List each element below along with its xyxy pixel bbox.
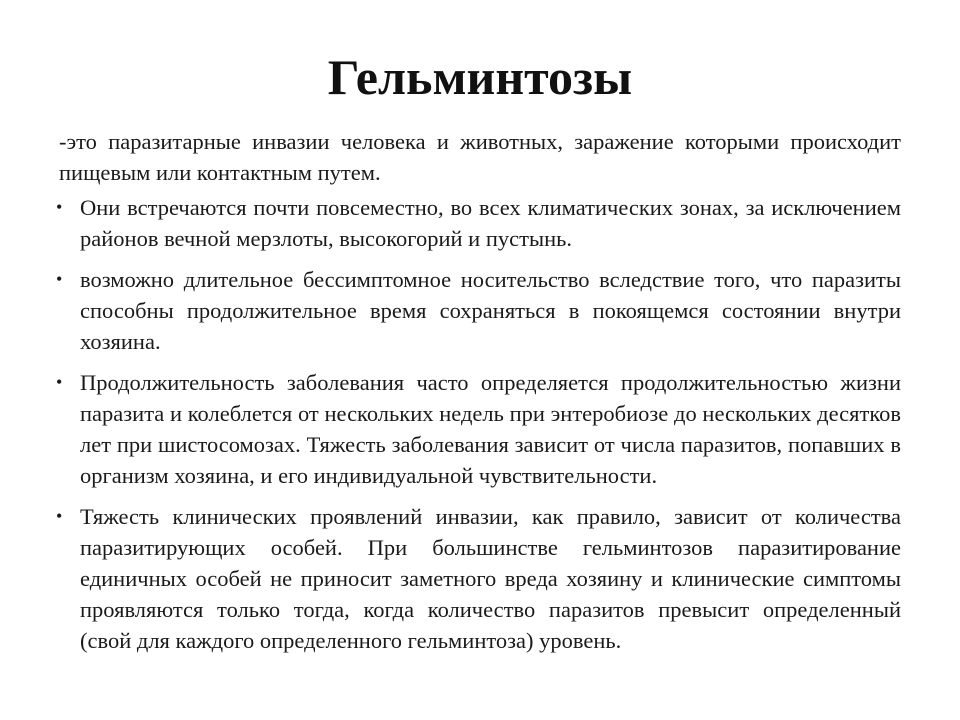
bullet-text: возможно длительное бессимптомное носительство вследствие того, что паразиты способны продолжительное время сохраняться в покоящемся состоянии внутри хозяина. — [80, 267, 901, 354]
intro-text: -это паразитарные инвазии человека и животных, заражение которыми происходит пищевым или контактным путем. — [59, 129, 901, 185]
bullet-text: Тяжесть клинических проявлений инвазии, как правило, зависит от количества паразитирующих особей. При большинстве гельминтозов паразитирование единичных особей не приносит заметного вреда хозяину и клинические симптомы проявляются только тогда, когда количество паразитов превысит определенный (свой для каждого определенного гельминтоза) уровень. — [80, 504, 901, 653]
bullet-dot-icon: • — [56, 372, 63, 392]
bullet-item — [56, 367, 901, 491]
bullet-item — [56, 192, 901, 254]
bullet-dot-icon: • — [56, 506, 63, 526]
bullet-item — [56, 264, 901, 357]
bullet-item — [56, 501, 901, 656]
bullet-text: Они встречаются почти повсеместно, во всех климатических зонах, за исключением районов вечной мерзлоты, высокогорий и пустынь. — [80, 195, 901, 251]
bullet-dot-icon: • — [56, 269, 63, 289]
slide-title: Гельминтозы — [327, 49, 633, 105]
bullet-dot-icon: • — [56, 197, 63, 217]
bullet-list — [56, 192, 901, 666]
bullet-text: Продолжительность заболевания часто определяется продолжительностью жизни паразита и колеблется от нескольких недель при энтеробиозе до нескольких десятков лет при шистосомозах. Тяжесть заболевания зависит от числа паразитов, попавших в организм хозяина, и его индивидуальной чувствительности. — [80, 370, 901, 488]
